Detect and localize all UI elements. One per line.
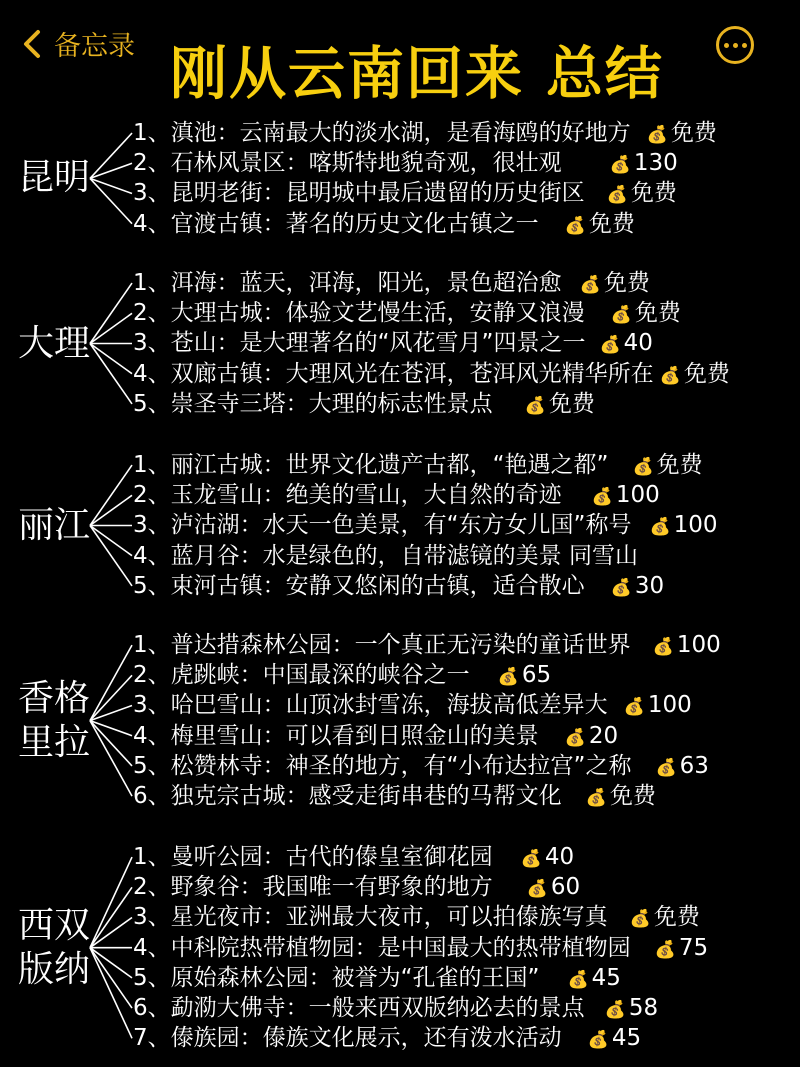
list-item bbox=[133, 178, 677, 208]
list-item bbox=[133, 541, 638, 571]
item-price: 60 bbox=[550, 874, 581, 901]
page-title: 刚从云南回来 总结 bbox=[170, 41, 664, 107]
list-item bbox=[133, 268, 650, 298]
city-group bbox=[0, 450, 800, 601]
money-bag-icon: 💰 bbox=[632, 457, 654, 477]
item-number: 3、 bbox=[133, 692, 171, 719]
list-item bbox=[133, 721, 618, 751]
city-name-line: 西双 bbox=[18, 904, 91, 946]
item-price: 免费 bbox=[588, 210, 635, 237]
item-description: 丽江古城：世界文化遗产古都，“艳遇之都” bbox=[170, 452, 609, 478]
item-number: 5、 bbox=[133, 964, 171, 991]
branch-line bbox=[90, 344, 132, 404]
item-number: 6、 bbox=[133, 995, 171, 1021]
item-price: 30 bbox=[634, 572, 665, 599]
item-description: 双廊古镇：大理风光在苍洱，苍洱风光精华所在 bbox=[170, 360, 654, 387]
city-name: 昆明 bbox=[18, 157, 91, 199]
item-number: 3、 bbox=[133, 512, 171, 539]
item-price: 免费 bbox=[683, 360, 730, 387]
item-description: 崇圣寺三塔：大理的标志性景点 bbox=[170, 390, 493, 417]
item-description: 哈巴雪山：山顶冰封雪冻，海拔高低差异大 bbox=[170, 692, 608, 719]
branch-lines bbox=[88, 842, 136, 1053]
item-price: 63 bbox=[679, 752, 709, 779]
item-price: 免费 bbox=[603, 270, 650, 296]
item-number: 2、 bbox=[133, 482, 171, 509]
branch-line bbox=[90, 526, 132, 556]
city-name: 大理 bbox=[18, 322, 91, 364]
item-number: 5、 bbox=[133, 390, 171, 417]
list-item bbox=[133, 148, 678, 178]
branch-lines bbox=[88, 450, 136, 601]
item-price: 免费 bbox=[670, 120, 717, 146]
list-item bbox=[133, 872, 580, 902]
item-price: 40 bbox=[623, 330, 653, 357]
item-description: 勐泐大佛寺：一般来西双版纳必去的景点 bbox=[170, 995, 585, 1021]
item-description: 中科院热带植物园：是中国最大的热带植物园 bbox=[170, 934, 631, 961]
money-bag-icon: 💰 bbox=[497, 667, 519, 688]
item-description: 普达措森林公园：一个真正无污染的童话世界 bbox=[170, 632, 631, 658]
chevron-left-icon bbox=[22, 29, 42, 59]
money-bag-icon: 💰 bbox=[564, 215, 586, 236]
item-number: 5、 bbox=[133, 572, 171, 599]
item-number: 7、 bbox=[133, 1025, 171, 1052]
money-bag-icon: 💰 bbox=[564, 727, 586, 748]
item-description: 原始森林公园：被誉为“孔雀的王国” bbox=[170, 964, 540, 991]
item-number: 1、 bbox=[133, 452, 171, 478]
branch-line bbox=[90, 526, 132, 586]
item-price: 免费 bbox=[548, 390, 595, 417]
money-bag-icon: 💰 bbox=[609, 155, 631, 176]
branch-line bbox=[90, 313, 132, 343]
city-group bbox=[0, 842, 800, 1053]
back-button[interactable] bbox=[22, 24, 135, 63]
item-number: 1、 bbox=[133, 120, 171, 146]
money-bag-icon: 💰 bbox=[599, 335, 621, 356]
money-bag-icon: 💰 bbox=[520, 849, 542, 869]
item-number: 4、 bbox=[133, 722, 171, 749]
back-label: 备忘录 bbox=[54, 31, 135, 62]
money-bag-icon: 💰 bbox=[587, 1030, 609, 1051]
item-number: 6、 bbox=[133, 783, 171, 809]
branch-line bbox=[90, 283, 132, 343]
item-price: 65 bbox=[521, 662, 552, 689]
item-description: 大理古城：体验文艺慢生活，安静又浪漫 bbox=[170, 300, 585, 327]
money-bag-icon: 💰 bbox=[524, 395, 546, 416]
item-description: 星光夜市：亚洲最大夜市，可以拍傣族写真 bbox=[170, 904, 608, 931]
city-name-line: 里拉 bbox=[18, 721, 91, 763]
money-bag-icon: 💰 bbox=[623, 697, 645, 718]
item-description: 曼听公园：古代的傣皇室御花园 bbox=[170, 844, 493, 870]
money-bag-icon: 💰 bbox=[629, 909, 651, 930]
item-price: 免费 bbox=[634, 300, 681, 327]
list-item bbox=[133, 359, 730, 389]
list-item bbox=[133, 328, 653, 358]
branch-line bbox=[90, 857, 132, 948]
item-price: 免费 bbox=[656, 452, 703, 478]
item-price: 45 bbox=[591, 964, 621, 991]
city-name-line: 香格 bbox=[18, 677, 91, 719]
item-number: 2、 bbox=[133, 300, 171, 327]
item-price: 100 bbox=[615, 482, 660, 509]
item-price: 免费 bbox=[609, 783, 656, 809]
list-item bbox=[133, 298, 681, 328]
item-price: 免费 bbox=[653, 904, 700, 931]
item-description: 苍山：是大理著名的“风花雪月”四景之一 bbox=[170, 330, 586, 357]
item-price: 58 bbox=[628, 995, 659, 1021]
list-item bbox=[133, 751, 709, 781]
list-item bbox=[133, 781, 656, 811]
item-number: 2、 bbox=[133, 662, 171, 689]
item-number: 1、 bbox=[133, 844, 171, 870]
city-name-line: 版纳 bbox=[18, 948, 91, 990]
item-price: 100 bbox=[647, 692, 692, 719]
branch-lines bbox=[88, 268, 136, 419]
list-item bbox=[133, 902, 700, 932]
money-bag-icon: 💰 bbox=[606, 185, 628, 206]
money-bag-icon: 💰 bbox=[604, 1000, 626, 1020]
item-number: 2、 bbox=[133, 874, 171, 901]
item-description: 虎跳峡：中国最深的峡谷之一 bbox=[170, 662, 470, 689]
item-number: 2、 bbox=[133, 150, 171, 177]
branch-line bbox=[90, 948, 132, 1039]
item-number: 4、 bbox=[133, 360, 171, 387]
money-bag-icon: 💰 bbox=[646, 125, 668, 145]
list-item bbox=[133, 571, 664, 601]
city-name: 丽江 bbox=[18, 504, 91, 546]
money-bag-icon: 💰 bbox=[654, 939, 676, 960]
item-description: 傣族园：傣族文化展示，还有泼水活动 bbox=[170, 1025, 562, 1052]
branch-line bbox=[90, 465, 132, 525]
item-price: 100 bbox=[673, 512, 718, 539]
item-description: 梅里雪山：可以看到日照金山的美景 bbox=[170, 722, 539, 749]
item-description: 束河古镇：安静又悠闲的古镇，适合散心 bbox=[170, 572, 585, 599]
list-item bbox=[133, 389, 595, 419]
money-bag-icon: 💰 bbox=[526, 879, 548, 900]
list-item bbox=[133, 480, 660, 510]
money-bag-icon: 💰 bbox=[652, 637, 674, 657]
item-description: 蓝月谷：水是绿色的，自带滤镜的美景 同雪山 bbox=[170, 542, 638, 569]
item-description: 野象谷：我国唯一有野象的地方 bbox=[170, 874, 493, 901]
item-price: 免费 bbox=[630, 180, 677, 207]
money-bag-icon: 💰 bbox=[610, 577, 632, 598]
item-number: 5、 bbox=[133, 752, 171, 779]
item-description: 昆明老街：昆明城中最后遗留的历史街区 bbox=[170, 180, 585, 207]
list-item bbox=[133, 660, 551, 690]
city-group bbox=[0, 268, 800, 419]
item-description: 松赞林寺：神圣的地方，有“小布达拉宫”之称 bbox=[170, 752, 632, 779]
item-number: 4、 bbox=[133, 934, 171, 961]
item-number: 3、 bbox=[133, 180, 171, 207]
item-description: 滇池：云南最大的淡水湖，是看海鸥的好地方 bbox=[170, 120, 631, 146]
branch-line bbox=[90, 948, 132, 1008]
item-price: 20 bbox=[588, 722, 619, 749]
item-price: 130 bbox=[633, 150, 678, 177]
city-group bbox=[0, 630, 800, 811]
list-item bbox=[133, 118, 717, 148]
branch-line bbox=[90, 344, 132, 374]
list-item bbox=[133, 1023, 641, 1053]
top-nav-bar bbox=[0, 0, 800, 107]
item-description: 泸沽湖：水天一色美景，有“东方女儿国”称号 bbox=[170, 512, 632, 539]
item-number: 3、 bbox=[133, 904, 171, 931]
item-number: 4、 bbox=[133, 210, 171, 237]
list-item bbox=[133, 842, 574, 872]
list-item bbox=[133, 450, 703, 480]
money-bag-icon: 💰 bbox=[567, 969, 589, 990]
money-bag-icon: 💰 bbox=[579, 275, 601, 295]
list-item bbox=[133, 933, 708, 963]
item-price: 45 bbox=[611, 1025, 642, 1052]
city-group bbox=[0, 118, 800, 239]
money-bag-icon: 💰 bbox=[591, 487, 613, 508]
item-number: 3、 bbox=[133, 330, 171, 357]
item-price: 100 bbox=[676, 632, 721, 658]
item-description: 玉龙雪山：绝美的雪山，大自然的奇迹 bbox=[170, 482, 562, 509]
item-price: 40 bbox=[544, 844, 575, 870]
list-item bbox=[133, 510, 718, 540]
item-description: 独克宗古城：感受走街串巷的马帮文化 bbox=[170, 783, 562, 809]
item-number: 1、 bbox=[133, 632, 171, 658]
money-bag-icon: 💰 bbox=[655, 757, 677, 778]
money-bag-icon: 💰 bbox=[585, 788, 607, 808]
list-item bbox=[133, 993, 658, 1023]
item-description: 石林风景区：喀斯特地貌奇观，很壮观 bbox=[170, 150, 562, 177]
item-description: 洱海：蓝天，洱海，阳光，景色超治愈 bbox=[170, 270, 562, 296]
money-bag-icon: 💰 bbox=[610, 305, 632, 326]
money-bag-icon: 💰 bbox=[649, 517, 671, 538]
item-number: 4、 bbox=[133, 542, 171, 569]
branch-lines bbox=[88, 118, 136, 239]
list-item bbox=[133, 209, 635, 239]
list-item bbox=[133, 963, 621, 993]
list-item bbox=[133, 690, 692, 720]
more-options-icon[interactable] bbox=[716, 26, 754, 64]
list-item bbox=[133, 630, 721, 660]
item-price: 75 bbox=[678, 934, 709, 961]
branch-lines bbox=[88, 630, 136, 811]
money-bag-icon: 💰 bbox=[659, 365, 681, 386]
branch-line bbox=[90, 887, 132, 947]
branch-line bbox=[90, 495, 132, 525]
item-number: 1、 bbox=[133, 270, 171, 296]
item-description: 官渡古镇：著名的历史文化古镇之一 bbox=[170, 210, 539, 237]
